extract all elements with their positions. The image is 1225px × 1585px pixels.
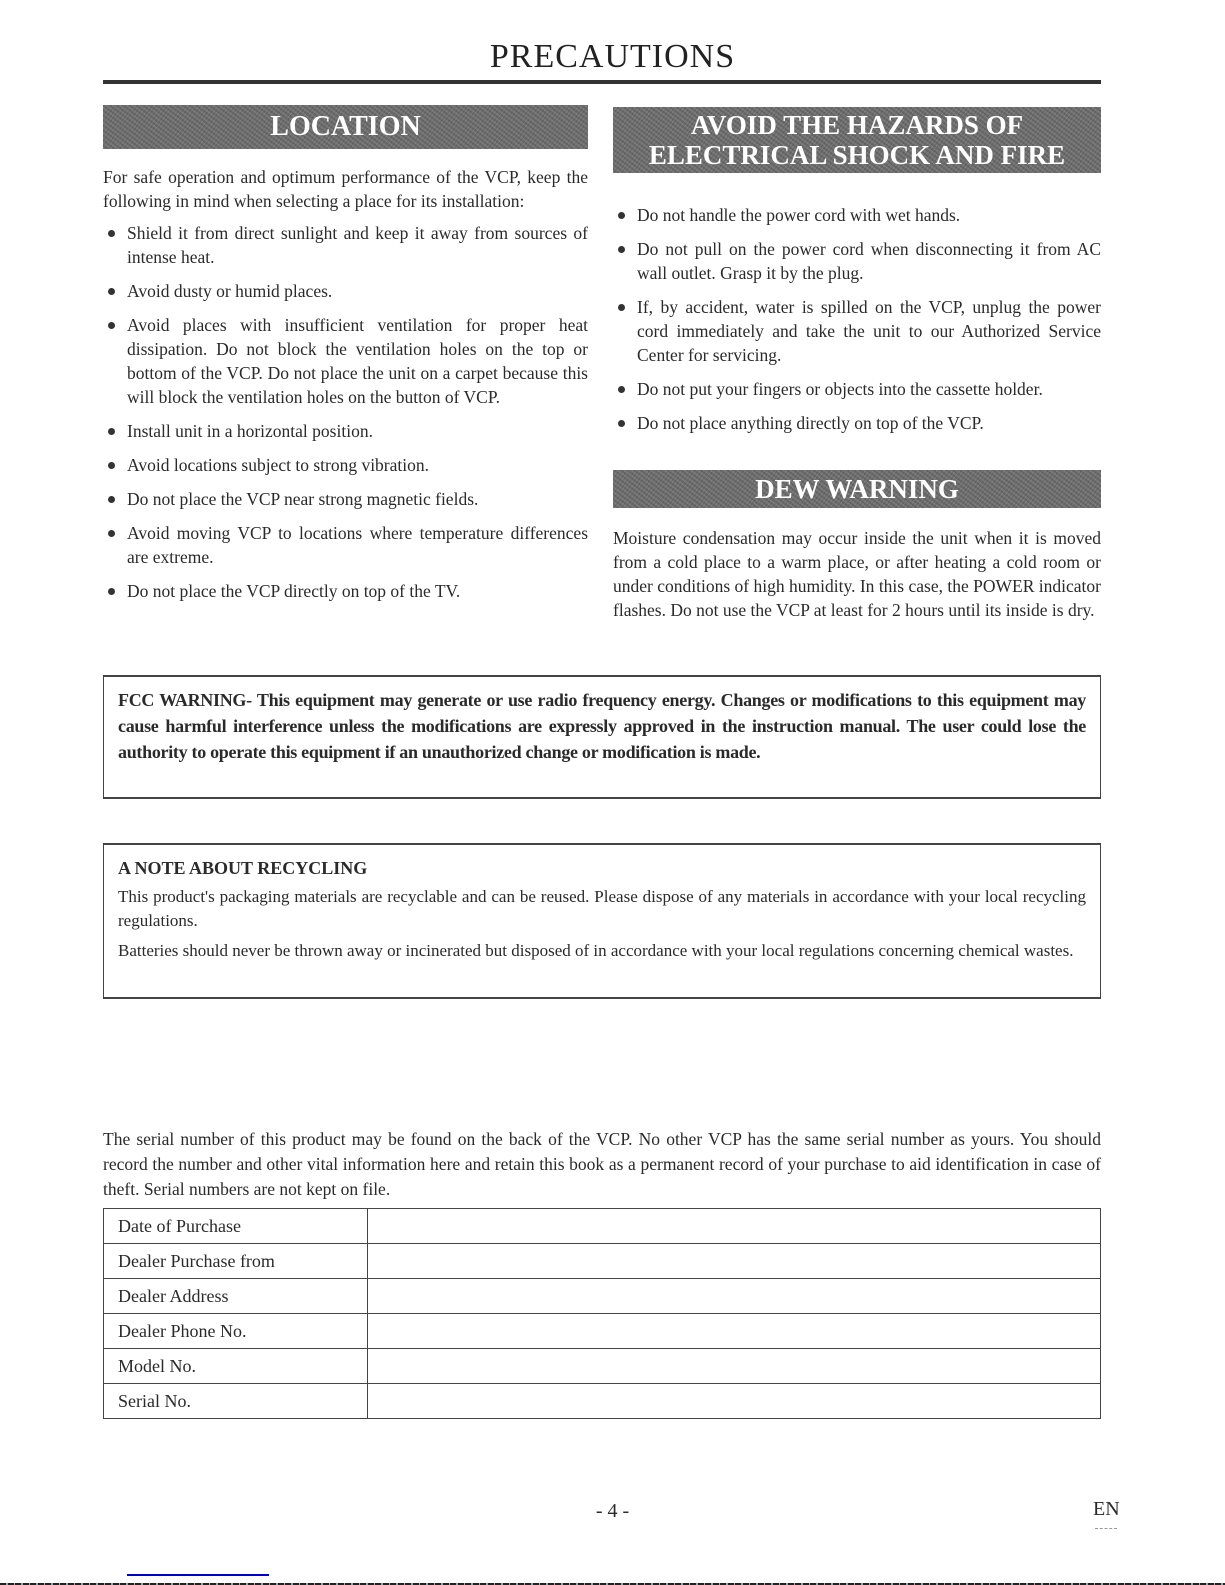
table-row — [104, 1209, 1101, 1244]
link-underline — [127, 1574, 269, 1576]
table-row — [104, 1244, 1101, 1279]
location-heading: LOCATION — [270, 111, 421, 142]
recycling-paragraph: Batteries should never be thrown away or incinerated but disposed of in accordance with your local regulations concerning chemical wastes. — [118, 941, 1074, 960]
location-item: Install unit in a horizontal position. — [103, 419, 588, 443]
language-underline — [1095, 1528, 1117, 1529]
location-item: Avoid dusty or humid places. — [103, 279, 588, 303]
record-label-dealer-purchase-from: Dealer Purchase from — [104, 1244, 368, 1279]
location-list — [103, 221, 588, 603]
location-section — [103, 165, 588, 603]
dew-heading: DEW WARNING — [755, 474, 959, 504]
record-field-dealer-purchase-from[interactable] — [368, 1244, 1101, 1279]
location-item: Shield it from direct sunlight and keep it away from sources of intense heat. — [103, 221, 588, 269]
table-row — [104, 1314, 1101, 1349]
page-title: PRECAUTIONS — [489, 38, 736, 75]
language-code: EN — [1093, 1498, 1120, 1520]
location-item: Do not place the VCP near strong magnetic fields. — [103, 487, 588, 511]
hazard-item: Do not put your fingers or objects into the cassette holder. — [613, 377, 1101, 401]
hazard-item: If, by accident, water is spilled on the VCP, unplug the power cord immediately and take the unit to our Authorized Service Center for servicing. — [613, 295, 1101, 367]
hazard-item: Do not handle the power cord with wet hands. — [613, 203, 1101, 227]
location-heading-banner — [103, 105, 588, 149]
recycling-note-box — [103, 843, 1101, 999]
table-row — [104, 1279, 1101, 1314]
record-label-model-no: Model No. — [104, 1349, 368, 1384]
record-field-model-no[interactable] — [368, 1349, 1101, 1384]
hazards-heading-banner — [613, 107, 1101, 173]
table-row — [104, 1349, 1101, 1384]
location-intro: For safe operation and optimum performance of the VCP, keep the following in mind when selecting a place for its installation: — [103, 167, 588, 211]
hazard-item: Do not place anything directly on top of the VCP. — [613, 411, 1101, 435]
location-item: Avoid locations subject to strong vibration. — [103, 453, 588, 477]
hazards-heading-line2: ELECTRICAL SHOCK AND FIRE — [648, 140, 1066, 170]
hazard-item: Do not pull on the power cord when disconnecting it from AC wall outlet. Grasp it by the plug. — [613, 237, 1101, 285]
record-field-dealer-address[interactable] — [368, 1279, 1101, 1314]
page-number: - 4 - — [595, 1500, 630, 1522]
title-rule — [103, 80, 1101, 84]
purchase-record-table — [103, 1208, 1101, 1419]
record-label-dealer-address: Dealer Address — [104, 1279, 368, 1314]
record-field-date-of-purchase[interactable] — [368, 1209, 1101, 1244]
fcc-warning-box — [103, 675, 1101, 799]
location-item: Do not place the VCP directly on top of the TV. — [103, 579, 588, 603]
serial-intro: The serial number of this product may be found on the back of the VCP. No other VCP has the same serial number as yours. You should record the number and other vital information here and retain this book as a permanent record of your purchase to aid identification in case of theft. Serial numbers are not kept on file. — [103, 1129, 1101, 1199]
fcc-warning-text: FCC WARNING- This equipment may generate or use radio frequency energy. Changes or modifications to this equipment may cause harmful interference unless the modifications are expressly approved in the instruction manual. The user could lose the authority to operate this equipment if an unauthorized change or modification is made. — [118, 690, 1086, 762]
recycling-paragraph: This product's packaging materials are recyclable and can be reused. Please dispose of any materials in accordance with your local recycling regulations. — [118, 887, 1086, 930]
dew-heading-banner — [613, 470, 1101, 508]
record-field-dealer-phone[interactable] — [368, 1314, 1101, 1349]
hazards-section — [613, 193, 1101, 435]
record-field-serial-no[interactable] — [368, 1384, 1101, 1419]
hazards-heading-line1: AVOID THE HAZARDS OF — [690, 110, 1024, 140]
record-label-date-of-purchase: Date of Purchase — [104, 1209, 368, 1244]
hazards-list — [613, 203, 1101, 435]
table-row — [104, 1384, 1101, 1419]
recycling-heading: A NOTE ABOUT RECYCLING — [118, 858, 368, 878]
record-label-serial-no: Serial No. — [104, 1384, 368, 1419]
location-item: Avoid places with insufficient ventilation for proper heat dissipation. Do not block the ventilation holes on the top or bottom of the VCP. Do not place the unit on a carpet because this will block the ventilation holes on the button of VCP. — [103, 313, 588, 409]
record-label-dealer-phone: Dealer Phone No. — [104, 1314, 368, 1349]
dew-text: Moisture condensation may occur inside the unit when it is moved from a cold place to a warm place, or after heating a cold room or under conditions of high humidity. In this case, the POWER indicator flashes. Do not use the VCP at least for 2 hours until its inside is dry. — [613, 528, 1101, 620]
location-item: Avoid moving VCP to locations where temperature differences are extreme. — [103, 521, 588, 569]
